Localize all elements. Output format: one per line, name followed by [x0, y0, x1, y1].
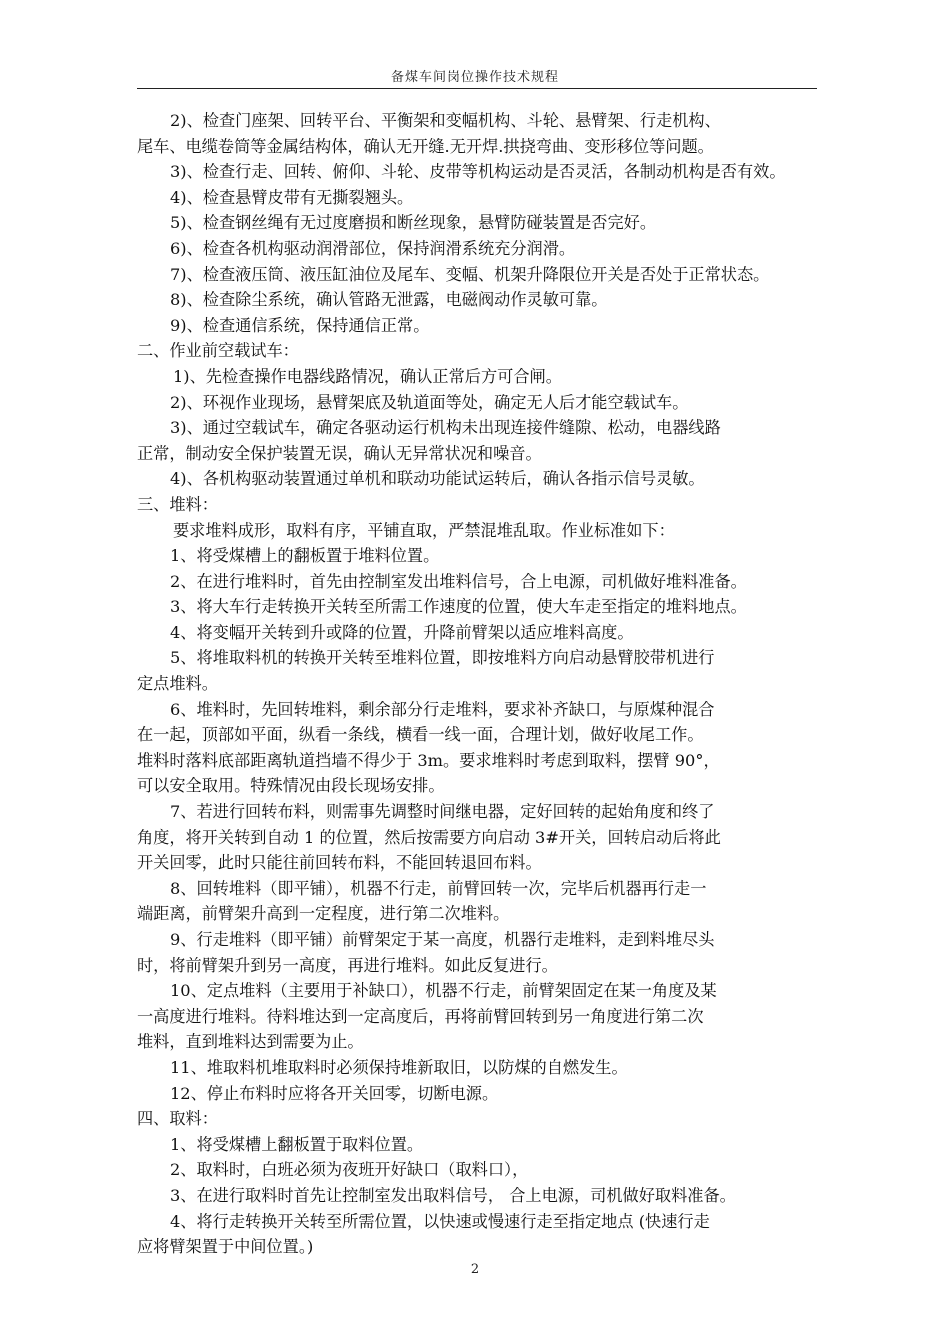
text-line: 在一起，顶部如平面，纵看一条线，横看一线一面，合理计划，做好收尾工作。: [137, 725, 704, 745]
text-line: 2)、环视作业现场，悬臂架底及轨道面等处，确定无人后才能空载试车。: [170, 392, 689, 412]
text-line: 端距离，前臂架升高到一定程度，进行第二次堆料。: [137, 904, 510, 924]
text-line: 7、若进行回转布料，则需事先调整时间继电器，定好回转的起始角度和终了: [170, 802, 715, 822]
text-line: 4、将变幅开关转到升或降的位置，升降前臂架以适应堆料高度。: [170, 622, 634, 642]
text-line: 2、取料时，白班必须为夜班开好缺口（取料口），: [170, 1160, 529, 1180]
header-rule: [137, 88, 817, 89]
text-line: 8、回转堆料（即平铺），机器不行走，前臂回转一次，完毕后机器再行走一: [170, 878, 707, 898]
text-line: 8)、检查除尘系统，确认管路无泄露，电磁阀动作灵敏可靠。: [170, 290, 608, 310]
text-line: 10、定点堆料（主要用于补缺口），机器不行走，前臂架固定在某一角度及某: [170, 981, 717, 1001]
text-line: 二、作业前空载试车：: [137, 341, 299, 361]
text-line: 1、将受煤槽上的翻板置于堆料位置。: [170, 546, 440, 566]
text-line: 7)、检查液压筒、液压缸油位及尾车、变幅、机架升降限位开关是否处于正常状态。: [170, 264, 770, 284]
text-line: 四、取料：: [137, 1109, 218, 1129]
text-line: 12、停止布料时应将各开关回零，切断电源。: [170, 1083, 499, 1103]
page-number: 2: [470, 1262, 480, 1277]
text-line: 9、行走堆料（即平铺）前臂架定于某一高度，机器行走堆料，走到料堆尽头: [170, 930, 715, 949]
text-line: 6)、检查各机构驱动润滑部位，保持润滑系统充分润滑。: [170, 238, 576, 258]
text-line: 3、在进行取料时首先让控制室发出取料信号， 合上电源，司机做好取料准备。: [170, 1185, 736, 1205]
running-header: 备煤车间岗位操作技术规程: [390, 70, 559, 85]
text-line: 4)、各机构驱动装置通过单机和联动功能试运转后，确认各指示信号灵敏。: [170, 469, 705, 489]
text-line: 堆料时落料底部距离轨道挡墙不得少于 3m。要求堆料时考虑到取料，摆臂 90°，: [137, 750, 720, 770]
text-line: 一高度进行堆料。待料堆达到一定高度后，再将前臂回转到另一角度进行第二次: [137, 1006, 704, 1026]
text-line: 要求堆料成形，取料有序，平铺直取，严禁混堆乱取。作业标准如下：: [173, 520, 675, 540]
body-text: [137, 108, 817, 1260]
text-line: 应将臂架置于中间位置。): [137, 1237, 314, 1257]
text-line: 1、将受煤槽上翻板置于取料位置。: [170, 1134, 424, 1154]
text-line: 11、堆取料机堆取料时必须保持堆新取旧，以防煤的自燃发生。: [170, 1057, 628, 1077]
text-line: 正常，制动安全保护装置无误，确认无异常状况和噪音。: [137, 443, 542, 463]
text-line: 堆料，直到堆料达到需要为止。: [137, 1032, 364, 1052]
text-line: 9)、检查通信系统，保持通信正常。: [170, 315, 430, 335]
text-line: 2)、检查门座架、回转平台、平衡架和变幅机构、斗轮、悬臂架、行走机构、: [170, 111, 721, 130]
text-line: 6、堆料时，先回转堆料，剩余部分行走堆料，要求补齐缺口，与原煤种混合: [170, 699, 715, 719]
text-line: 尾车、电缆卷筒等金属结构体，确认无开缝.无开焊.拱挠弯曲、变形移位等问题。: [137, 136, 714, 156]
text-line: 定点堆料。: [137, 674, 218, 694]
text-line: 3)、通过空载试车，确定各驱动运行机构未出现连接件缝隙、松动，电器线路: [170, 418, 721, 438]
text-line: 时，将前臂架升到另一高度，再进行堆料。如此反复进行。: [137, 955, 558, 975]
text-line: 三、堆料：: [137, 494, 218, 514]
text-line: 2、在进行堆料时，首先由控制室发出堆料信号，合上电源，司机做好堆料准备。: [170, 571, 747, 591]
text-line: 3、将大车行走转换开关转至所需工作速度的位置，使大车走至指定的堆料地点。: [170, 597, 747, 617]
text-line: 5)、检查钢丝绳有无过度磨损和断丝现象，悬臂防碰装置是否完好。: [170, 213, 657, 233]
text-line: 1)、先检查操作电器线路情况，确认正常后方可合闸。: [173, 366, 562, 386]
text-line: 3)、检查行走、回转、俯仰、斗轮、皮带等机构运动是否灵活，各制动机构是否有效。: [170, 162, 786, 182]
text-line: 5、将堆取料机的转换开关转至堆料位置，即按堆料方向启动悬臂胶带机进行: [170, 648, 715, 668]
text-line: 角度，将开关转到自动 1 的位置，然后按需要方向启动 3#开关，回转启动后将此: [137, 827, 721, 847]
text-line: 开关回零，此时只能往前回转布料，不能回转退回布料。: [137, 853, 542, 873]
text-line: 4)、检查悬臂皮带有无撕裂翘头。: [170, 187, 414, 207]
text-line: 4、将行走转换开关转至所需位置，以快速或慢速行走至指定地点 (快速行走: [170, 1211, 710, 1231]
text-line: 可以安全取用。特殊情况由段长现场安排。: [137, 776, 445, 796]
